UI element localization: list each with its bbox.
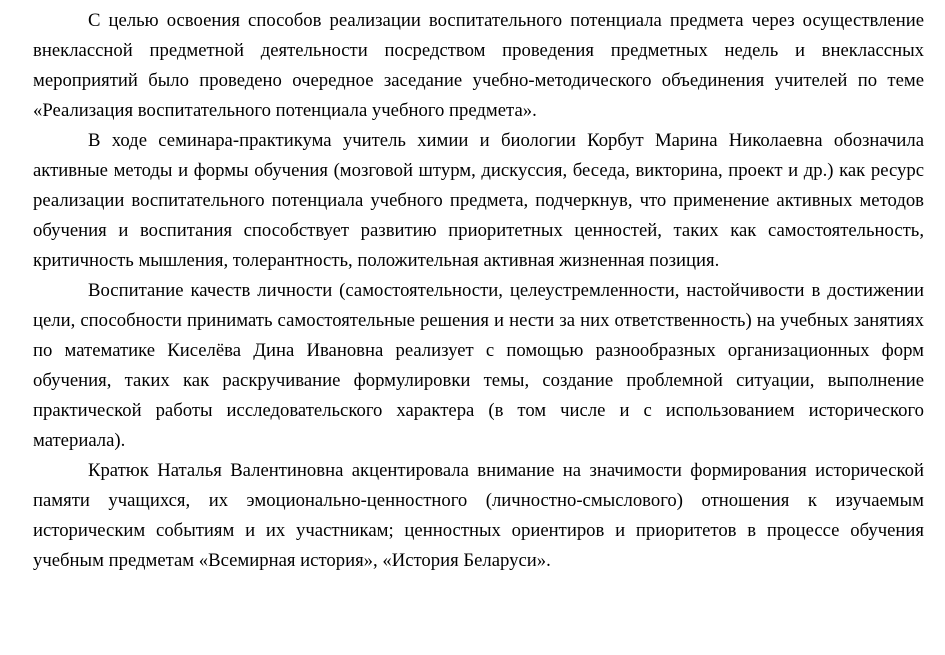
paragraph-3: Воспитание качеств личности (самостоятельности, целеустремленности, настойчивости в достижении цели, способности принимать самостоятельные решения и нести за них ответственность) на учебных занятиях по математике Киселёва Дина Ивановна реализует с помощью разнообразных организационных форм обучения, таких как раскручивание формулировки темы, создание проблемной ситуации, выполнение практической работы исследовательского характера (в том числе и с использованием исторического материала). xyxy=(33,280,924,451)
paragraph-2: В ходе семинара-практикума учитель химии и биологии Корбут Марина Николаевна обозначила активные методы и формы обучения (мозговой штурм, дискуссия, беседа, викторина, проект и др.) как ресурс реализации воспитательного потенциала учебного предмета, подчеркнув, что применение активных методов обучения и воспитания способствует развитию приоритетных ценностей, таких как самостоятельность, критичность мышления, толерантность, положительная активная жизненная позиция. xyxy=(33,130,924,271)
paragraph-4: Кратюк Наталья Валентиновна акцентировала внимание на значимости формирования исторической памяти учащихся, их эмоционально-ценностного (личностно-смыслового) отношения к изучаемым историческим событиям и их участникам; ценностных ориентиров и приоритетов в процессе обучения учебным предметам «Всемирная история», «История Беларуси». xyxy=(33,460,924,571)
document-body xyxy=(33,6,924,576)
paragraph-1: С целью освоения способов реализации воспитательного потенциала предмета через осуществление внеклассной предметной деятельности посредством проведения предметных недель и внеклассных мероприятий было проведено очередное заседание учебно-методического объединения учителей по теме «Реализация воспитательного потенциала учебного предмета». xyxy=(33,10,924,121)
